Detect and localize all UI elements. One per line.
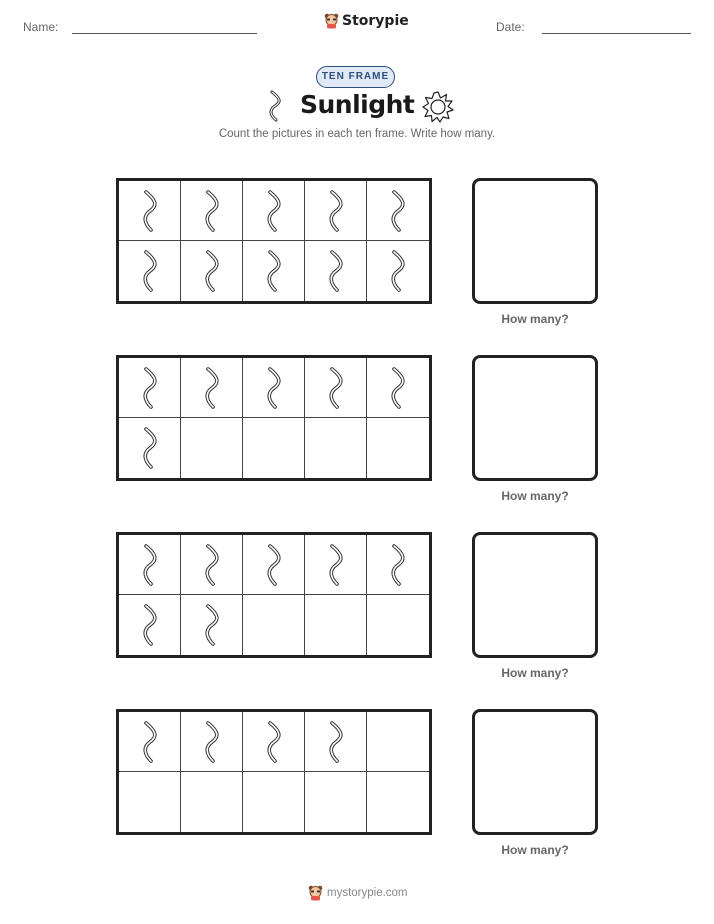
ten-frame-cell [181,358,243,418]
ten-frame-4 [116,709,432,835]
ten-frame-cell [305,535,367,595]
answer-box-1[interactable] [472,178,598,304]
date-label: Date: [496,20,525,34]
sunlight-ray-icon [204,603,220,647]
storypie-bear-logo-icon [308,884,323,901]
ten-frame-cell [181,535,243,595]
ten-frame-cell [367,418,429,478]
sunlight-ray-icon [390,189,406,233]
sunlight-ray-icon [142,426,158,470]
ten-frame-cell [243,712,305,772]
instructions: Count the pictures in each ten frame. Write how many. [218,128,496,140]
sunlight-ray-icon [328,189,344,233]
how-many-label-2: How many? [501,489,569,503]
ten-frame-cell [305,358,367,418]
sunlight-ray-icon [328,543,344,587]
name-line[interactable] [72,33,257,34]
sunlight-ray-icon [142,189,158,233]
ten-frame-cell [367,181,429,241]
sunlight-ray-icon [266,543,282,587]
sunlight-ray-icon [328,366,344,410]
ten-frame-cell [367,358,429,418]
sunlight-ray-icon [390,249,406,293]
ten-frame-cell [367,712,429,772]
ten-frame-cell [243,181,305,241]
sunlight-ray-icon [204,720,220,764]
ten-frame-cell [367,241,429,301]
ten-frame-cell [367,535,429,595]
ten-frame-cell [181,241,243,301]
brand-name: Storypie [342,12,409,29]
ten-frame-cell [119,181,181,241]
ten-frame-cell [181,181,243,241]
ten-frame-cell [181,418,243,478]
date-line[interactable] [542,33,691,34]
ten-frame-cell [243,358,305,418]
footer [308,884,408,901]
ten-frame-cell [181,772,243,832]
sunlight-ray-icon [266,366,282,410]
sunlight-ray-icon [142,249,158,293]
answer-box-4[interactable] [472,709,598,835]
sunlight-ray-icon [142,603,158,647]
footer-url: mystorypie.com [327,886,408,899]
how-many-label-4: How many? [501,843,569,857]
answer-box-2[interactable] [472,355,598,481]
page-title: Sunlight [300,90,415,119]
ten-frame-cell [305,772,367,832]
sunlight-ray-icon [142,720,158,764]
sunlight-ray-icon [268,90,282,122]
ten-frame-cell [305,712,367,772]
ten-frame-cell [243,241,305,301]
sunlight-ray-icon [266,720,282,764]
sunlight-ray-icon [328,720,344,764]
sunlight-ray-icon [204,249,220,293]
sunlight-ray-icon [390,366,406,410]
ten-frame-cell [305,418,367,478]
ten-frame-cell [243,772,305,832]
answer-box-3[interactable] [472,532,598,658]
how-many-label-3: How many? [501,666,569,680]
ten-frame-cell [181,712,243,772]
ten-frame-cell [243,595,305,655]
ten-frame-cell [367,772,429,832]
brand-logo [324,12,409,29]
ten-frame-cell [119,358,181,418]
title-row [0,90,714,124]
how-many-label-1: How many? [501,312,569,326]
ten-frame-cell [119,772,181,832]
sunlight-ray-icon [204,543,220,587]
ten-frame-cell [305,241,367,301]
ten-frame-cell [181,595,243,655]
ten-frame-cell [243,535,305,595]
ten-frame-cell [119,241,181,301]
sunlight-ray-icon [390,543,406,587]
sunlight-ray-icon [204,366,220,410]
ten-frame-badge: TEN FRAME [316,66,395,88]
ten-frame-cell [119,535,181,595]
ten-frame-cell [119,595,181,655]
ten-frame-3 [116,532,432,658]
ten-frame-2 [116,355,432,481]
sunlight-ray-icon [204,189,220,233]
sunlight-ray-icon [142,366,158,410]
ten-frame-cell [243,418,305,478]
ten-frame-cell [119,712,181,772]
sunlight-ray-icon [266,249,282,293]
name-label: Name: [23,20,59,34]
sunlight-ray-icon [266,189,282,233]
ten-frame-cell [305,595,367,655]
ten-frame-cell [367,595,429,655]
sunlight-ray-icon [328,249,344,293]
ten-frame-cell [119,418,181,478]
ten-frame-1 [116,178,432,304]
storypie-bear-logo-icon [324,12,339,29]
sun-icon [422,91,454,123]
sunlight-ray-icon [142,543,158,587]
ten-frame-cell [305,181,367,241]
